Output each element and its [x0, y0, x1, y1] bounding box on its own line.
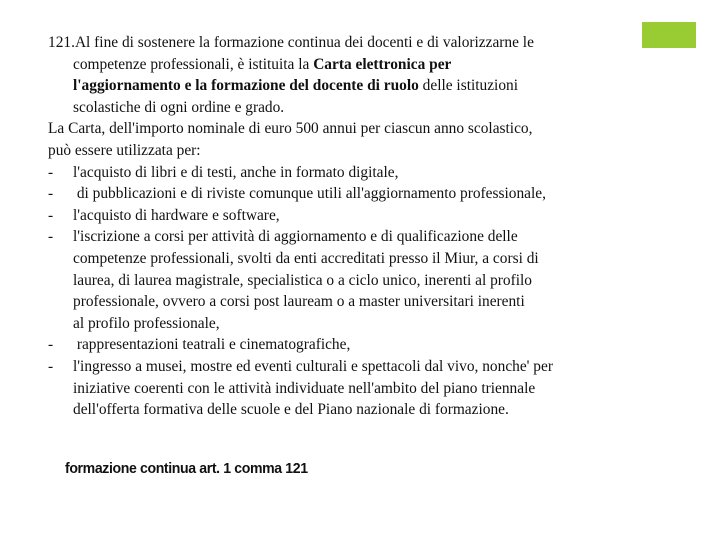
heading-text: delle istituzioni — [418, 77, 518, 95]
list-item-text: l'acquisto di libri e di testi, anche in formato digitale, — [73, 163, 399, 181]
list-item-continuation: iniziative coerenti con le attività individuate nell'ambito del piano triennale — [73, 379, 536, 397]
list-item-continuation: laurea, di laurea magistrale, specialistica o a ciclo unico, inerenti al profilo — [73, 271, 532, 289]
heading-text: competenze professionali, è istituita la — [73, 55, 314, 73]
list-item-text: rappresentazioni teatrali e cinematografiche, — [73, 336, 351, 354]
footer-reference: formazione continua art. 1 comma 121 — [65, 460, 308, 477]
para-line-2: può essere utilizzata per: — [48, 141, 201, 159]
heading-bold: Carta elettronica per — [313, 55, 452, 73]
bullet: - — [48, 185, 54, 203]
list-item-text: di pubblicazioni e di riviste comunque utili all'aggiornamento professionale, — [73, 185, 546, 203]
bullet: - — [48, 336, 54, 354]
heading-bold: l'aggiornamento e la formazione del docente di ruolo — [73, 77, 419, 95]
bullet: - — [48, 228, 54, 246]
list-item-text: l'ingresso a musei, mostre ed eventi culturali e spettacoli dal vivo, nonche' per — [73, 357, 553, 375]
list-item-continuation: competenze professionali, svolti da enti accreditati presso il Miur, a corsi di — [73, 249, 539, 267]
bullet: - — [48, 163, 54, 181]
list-item-continuation: dell'offerta formativa delle scuole e del Piano nazionale di formazione. — [73, 401, 509, 419]
document-body — [48, 32, 678, 421]
para-line-1: La Carta, dell'importo nominale di euro 500 annui per ciascun anno scolastico, — [48, 120, 533, 138]
list-item-continuation: al profilo professionale, — [73, 314, 220, 332]
list-item — [48, 226, 678, 248]
heading-line-1 — [48, 32, 678, 54]
list-item — [48, 334, 678, 356]
list-item-text: l'acquisto di hardware e software, — [73, 206, 280, 224]
heading-line-2 — [48, 54, 678, 76]
heading-line-3 — [48, 75, 678, 97]
list-item-text: l'iscrizione a corsi per attività di aggiornamento e di qualificazione delle — [73, 228, 518, 246]
paragraph-number: 121. — [48, 34, 75, 51]
heading-line-4: scolastiche di ogni ordine e grado. — [73, 98, 285, 116]
list-item — [48, 162, 678, 184]
heading-intro: Al fine di sostenere la formazione continua dei docenti e di valorizzarne le — [74, 34, 534, 51]
list-item — [48, 356, 678, 378]
bullet: - — [48, 357, 54, 375]
list-item — [48, 183, 678, 205]
bullet: - — [48, 206, 54, 224]
list-item — [48, 205, 678, 227]
list-item-continuation: professionale, ovvero a corsi post lauream o a master universitari inerenti — [73, 293, 525, 311]
